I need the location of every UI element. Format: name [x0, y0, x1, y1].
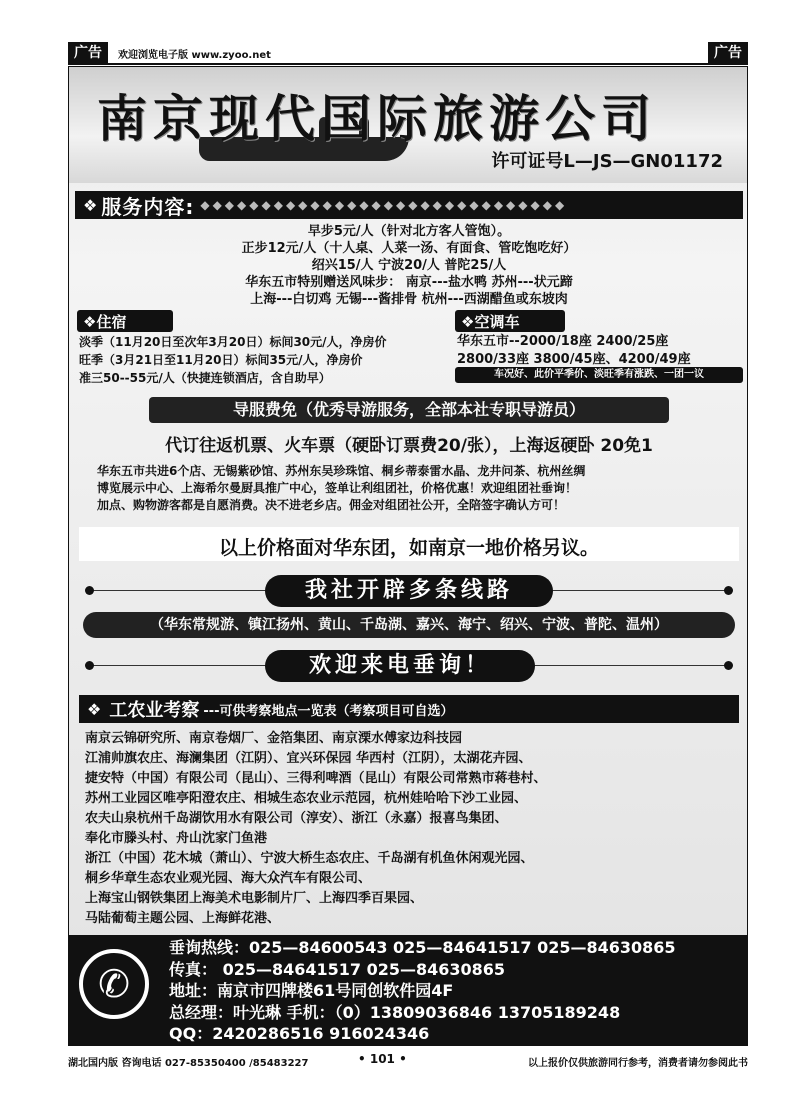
shopping-info: [97, 463, 737, 514]
aircon-header: ❖空调车: [455, 310, 565, 332]
ad-tag-left: 广告: [68, 42, 108, 64]
lodging-line: 旺季（3月21日至11月20日）标间35元/人，净房价: [79, 353, 363, 367]
tickets-line: 代订往返机票、火车票（硬卧订票费20/张），上海返硬卧 20免1: [165, 436, 653, 456]
ad-tag-right: 广告: [708, 42, 748, 64]
services-header: [75, 191, 743, 219]
fax: 传真： 025—84641517 025—84630865: [169, 959, 506, 979]
aircon-line: 2800/33座 3800/45座、4200/49座: [457, 352, 691, 367]
diamond-icon: ❖: [87, 699, 102, 719]
meal-line: 早步5元/人（针对北方客人管饱）。: [307, 224, 511, 239]
lodging-line: 准三50--55元/人（快捷连锁酒店，含自助早）: [79, 371, 331, 385]
site-line: 马陆葡萄主题公园、上海鲜花港、: [85, 911, 281, 926]
price-note: 以上价格面对华东团，如南京一地价格另议。: [218, 537, 599, 559]
disclaimer: 以上报价仅供旅游同行参考，消费者请勿参阅此书: [528, 1058, 748, 1069]
diamond-decoration: ◆◆◆◆◆◆◆◆◆◆◆◆◆◆◆◆◆◆◆◆◆◆◆◆◆◆◆◆◆◆: [200, 198, 568, 212]
hotline[interactable]: 垂询热线：025—84600543 025—84641517 025—84630865: [169, 938, 676, 957]
site-line: 浙江（中国）花木城（萧山）、宁波大桥生态农庄、千岛湖有机鱼休闲观光园、: [85, 851, 534, 866]
routes-list: （华东常规游、镇江扬州、黄山、千岛湖、嘉兴、海宁、绍兴、宁波、普陀、温州）: [83, 612, 735, 638]
license-number: 许可证号L—JS—GN01172: [491, 151, 723, 172]
edition-info: 湖北国内版 咨询电话 027-85350400 /85483227: [68, 1058, 309, 1069]
page-number: • 101 •: [358, 1052, 407, 1066]
top-bar: [68, 42, 748, 64]
top-divider: [68, 63, 748, 65]
phone-icon: ✆: [79, 949, 149, 1019]
diamond-icon: ❖: [83, 195, 98, 215]
site-line: 上海宝山钢铁集团上海美术电影制片厂、上海四季百果园、: [85, 891, 424, 906]
services-title: 服务内容:: [101, 194, 195, 219]
manager-mobile[interactable]: 总经理：叶光琳 手机：（0）13809036846 13705189248: [169, 1002, 621, 1022]
site-line: 桐乡华章生态农业观光园、海大众汽车有限公司、: [85, 871, 372, 886]
welcome-banner: 欢迎来电垂询！: [265, 650, 535, 682]
site-line: 农夫山泉杭州千岛湖饮用水有限公司（淳安）、浙江（永嘉）报喜鸟集团、: [85, 811, 508, 826]
shopping-line: 加点、购物游客都是自愿消费。决不进老乡店。佣金对组团社公开，全陪签字确认方可！: [97, 498, 566, 512]
meal-line: 华东五市特别赠送风味步： 南京---盐水鸭 苏州---状元蹄: [245, 275, 573, 290]
site-line: 捷安特（中国）有限公司（昆山）、三得利啤酒（昆山）有限公司常熟市蒋巷村、: [85, 771, 547, 786]
meal-line: 上海---白切鸡 无锡---酱排骨 杭州---西湖醋鱼或东坡肉: [250, 292, 568, 307]
investigation-subtitle: ---可供考察地点一览表（考察项目可自选）: [203, 703, 454, 719]
site-line: 苏州工业园区唯亭阳澄农庄、相城生态农业示范园，杭州娃哈哈下沙工业园、: [85, 791, 528, 806]
lodging-header: ❖住宿: [77, 310, 173, 332]
company-title: 南京现代国际旅游公司: [97, 89, 657, 148]
site-url[interactable]: 欢迎浏览电子版 www.zyoo.net: [118, 50, 271, 61]
bottom-bar: [68, 1050, 748, 1072]
lodging-line: 淡季（11月20日至次年3月20日）标间30元/人，净房价: [79, 335, 387, 349]
aircon-line: 华东五市--2000/18座 2400/25座: [457, 334, 669, 349]
shopping-line: 博览展示中心、上海希尔曼厨具推广中心，签单让利组团社，价格优惠！欢迎组团社垂询！: [97, 481, 578, 495]
hero-banner: [69, 67, 748, 183]
meal-info: [69, 223, 748, 308]
investigation-sites: [85, 729, 547, 929]
investigation-title: 工农业考察: [109, 700, 200, 721]
contact-box: [69, 935, 748, 1046]
meal-line: 正步12元/人（十人桌、人菜一汤、有面食、管吃饱吃好）: [241, 241, 577, 256]
aircon-info: [457, 333, 691, 369]
guide-banner: 导服费免（优秀导游服务，全部本社专职导游员）: [149, 397, 669, 423]
address: 地址：南京市四牌楼61号同创软件园4F: [169, 981, 454, 1000]
lodging-info: [79, 333, 387, 387]
site-line: 奉化市滕头村、舟山沈家门鱼港: [85, 831, 268, 846]
routes-title: 我社开辟多条线路: [265, 575, 553, 607]
site-line: 南京云锦研究所、南京卷烟厂、金箔集团、南京溧水傅家边科技园: [85, 731, 463, 746]
ad-frame: [68, 66, 748, 1046]
aircon-note: 车况好、此价平季价、淡旺季有涨跌、一团一议: [455, 367, 743, 383]
shopping-line: 华东五市共进6个店、无锡紫砂馆、苏州东吴珍珠馆、桐乡蒂泰雷水晶、龙井问茶、杭州丝绸: [97, 464, 586, 478]
contact-info: [169, 937, 676, 1045]
qq-numbers[interactable]: QQ：2420286516 916024346: [169, 1024, 430, 1043]
site-line: 江浦帅旗农庄、海澜集团（江阴）、宜兴环保园 华西村（江阴），太湖花卉园、: [85, 751, 532, 766]
investigation-header: [79, 695, 739, 723]
meal-line: 绍兴15/人 宁波20/人 普陀25/人: [311, 258, 507, 273]
